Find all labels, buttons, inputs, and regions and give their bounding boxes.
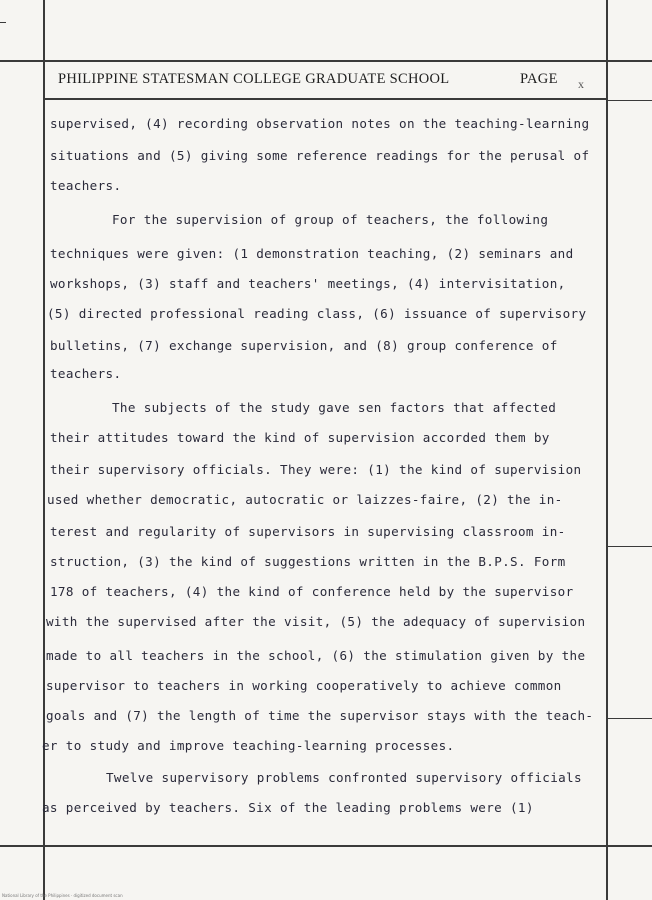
text-line: terest and regularity of supervisors in supervising classroom in- — [50, 524, 566, 539]
text-line: er to study and improve teaching-learning processes. — [42, 738, 455, 753]
text-line: For the supervision of group of teachers, the following — [112, 212, 549, 227]
text-line: their attitudes toward the kind of supervision accorded them by — [50, 430, 550, 445]
header-title: PHILIPPINE STATESMAN COLLEGE GRADUATE SCHOOL — [58, 71, 450, 87]
text-line: their supervisory officials. They were: (1) the kind of supervision — [50, 462, 582, 477]
text-line: 178 of teachers, (4) the kind of conference held by the supervisor — [50, 584, 574, 599]
text-line: teachers. — [50, 178, 122, 193]
text-line: struction, (3) the kind of suggestions written in the B.P.S. Form — [50, 554, 566, 569]
text-line: goals and (7) the length of time the supervisor stays with the teach- — [46, 708, 594, 723]
text-line: teachers. — [50, 366, 122, 381]
text-line: used whether democratic, autocratic or laizzes-faire, (2) the in- — [47, 492, 563, 507]
text-line: (5) directed professional reading class, (6) issuance of supervisory — [47, 306, 587, 321]
text-line: workshops, (3) staff and teachers' meetings, (4) intervisitation, — [50, 276, 566, 291]
text-line: as perceived by teachers. Six of the leading problems were (1) — [42, 800, 534, 815]
text-line: bulletins, (7) exchange supervision, and (8) group conference of — [50, 338, 558, 353]
text-line: with the supervised after the visit, (5) the adequacy of supervision — [46, 614, 586, 629]
header-top-rule — [0, 60, 652, 62]
body-text — [42, 112, 602, 832]
page-header — [58, 69, 598, 93]
text-line: made to all teachers in the school, (6) the stimulation given by the — [46, 648, 586, 663]
text-line: situations and (5) giving some reference readings for the perusal of — [50, 148, 590, 163]
text-line: techniques were given: (1 demonstration teaching, (2) seminars and — [50, 246, 574, 261]
text-line: The subjects of the study gave sen factors that affected — [112, 400, 557, 415]
scan-source-note: National Library of the Philippines · digitized document scan — [2, 893, 123, 898]
right-margin-rule — [606, 0, 608, 900]
text-line: supervised, (4) recording observation notes on the teaching-learning — [50, 116, 590, 131]
left-margin-rule — [43, 0, 45, 900]
text-line: Twelve supervisory problems confronted supervisory officials — [106, 770, 582, 785]
text-line: supervisor to teachers in working cooperatively to achieve common — [46, 678, 562, 693]
right-margin-tick-3 — [606, 718, 652, 719]
right-margin-tick-1 — [606, 100, 652, 101]
right-margin-tick-2 — [606, 546, 652, 547]
header-bottom-rule — [43, 98, 608, 100]
left-tick-top — [0, 22, 6, 23]
footer-rule — [0, 845, 652, 847]
header-page-number: x — [578, 77, 585, 91]
header-page-label: PAGE — [520, 71, 558, 87]
